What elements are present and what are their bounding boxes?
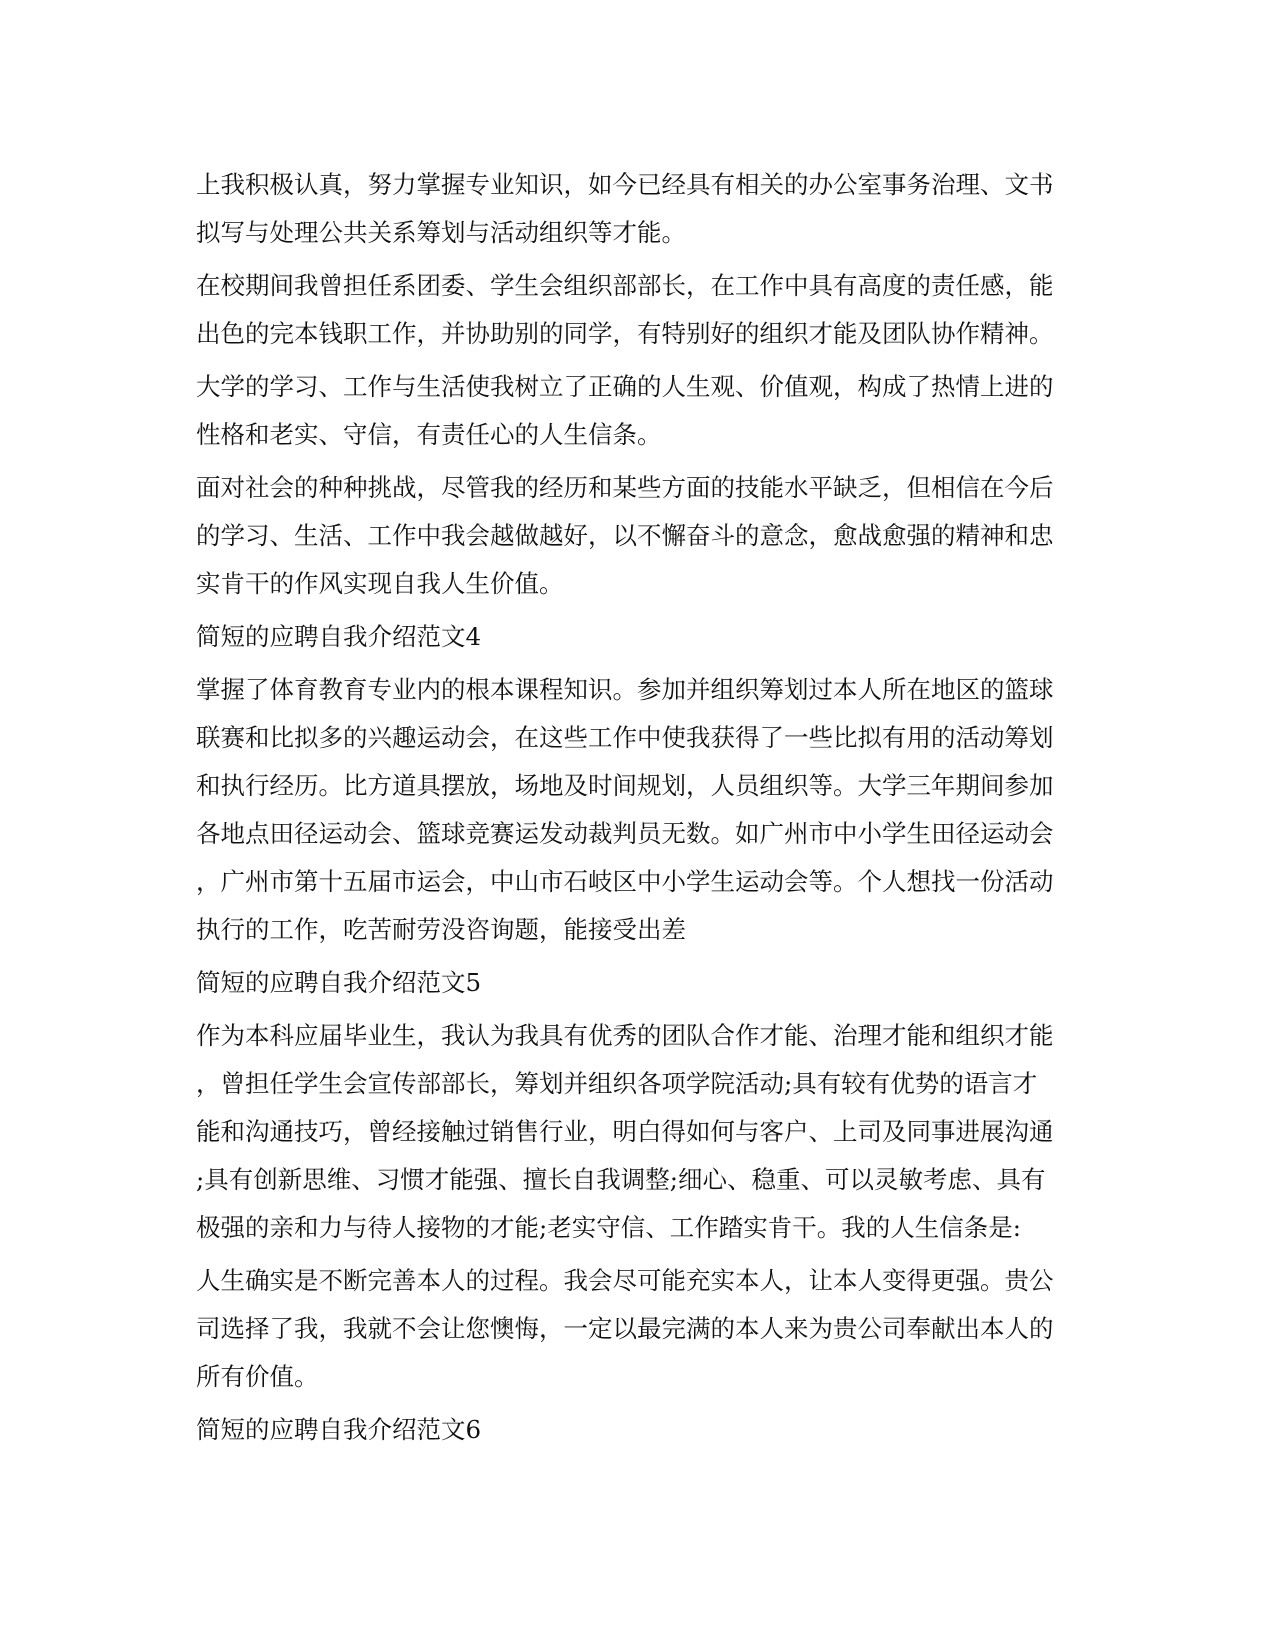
text-line: 上我积极认真，努力掌握专业知识，如今已经具有相关的办公室事务治理、文书 xyxy=(196,170,1054,199)
text-line: 和执行经历。比方道具摆放，场地及时间规划，人员组织等。大学三年期间参加 xyxy=(196,771,1054,800)
text-line: ;具有创新思维、习惯才能强、擅长自我调整;细心、稳重、可以灵敏考虑、具有 xyxy=(196,1165,1046,1194)
text-line: 各地点田径运动会、篮球竞赛运发动裁判员无数。如广州市中小学生田径运动会 xyxy=(196,819,1054,848)
paragraph xyxy=(196,363,1081,459)
paragraph xyxy=(196,1257,1081,1401)
paragraph xyxy=(196,464,1081,608)
text-line: 执行的工作，吃苦耐劳没咨询题，能接受出差 xyxy=(196,915,686,944)
text-line: 掌握了体育教育专业内的根本课程知识。参加并组织筹划过本人所在地区的篮球 xyxy=(196,675,1054,704)
section-heading: 简短的应聘自我介绍范文4 xyxy=(196,622,482,651)
text-line: 面对社会的种种挑战，尽管我的经历和某些方面的技能水平缺乏，但相信在今后 xyxy=(196,473,1054,502)
text-line: 在校期间我曾担任系团委、学生会组织部部长，在工作中具有高度的责任感，能 xyxy=(196,271,1054,300)
text-line: 联赛和比拟多的兴趣运动会，在这些工作中使我获得了一些比拟有用的活动筹划 xyxy=(196,723,1054,752)
text-line: 人生确实是不断完善本人的过程。我会尽可能充实本人，让本人变得更强。贵公 xyxy=(196,1266,1054,1295)
text-line: 司选择了我，我就不会让您懊悔，一定以最完满的本人来为贵公司奉献出本人的 xyxy=(196,1314,1054,1343)
text-line: 性格和老实、守信，有责任心的人生信条。 xyxy=(196,420,662,449)
text-line: ，曾担任学生会宣传部部长，筹划并组织各项学院活动;具有较有优势的语言才 xyxy=(196,1069,1038,1098)
section-heading: 简短的应聘自我介绍范文6 xyxy=(196,1415,482,1444)
text-line: 能和沟通技巧，曾经接触过销售行业，明白得如何与客户、上司及同事进展沟通 xyxy=(196,1117,1054,1146)
text-line: 的学习、生活、工作中我会越做越好，以不懈奋斗的意念，愈战愈强的精神和忠 xyxy=(196,521,1054,550)
text-line: 出色的完本钱职工作，并协助别的同学，有特别好的组织才能及团队协作精神。 xyxy=(196,319,1054,348)
text-line: 作为本科应届毕业生，我认为我具有优秀的团队合作才能、治理才能和组织才能 xyxy=(196,1021,1054,1050)
text-line: 极强的亲和力与待人接物的才能;老实守信、工作踏实肯干。我的人生信条是: xyxy=(196,1213,1022,1242)
paragraph xyxy=(196,666,1081,954)
section-heading: 简短的应聘自我介绍范文5 xyxy=(196,968,482,997)
document-page xyxy=(196,161,1081,1459)
text-line: ，广州市第十五届市运会，中山市石岐区中小学生运动会等。个人想找一份活动 xyxy=(196,867,1054,896)
text-line: 实肯干的作风实现自我人生价值。 xyxy=(196,569,564,598)
text-line: 拟写与处理公共关系筹划与活动组织等才能。 xyxy=(196,218,686,247)
paragraph xyxy=(196,262,1081,358)
text-line: 大学的学习、工作与生活使我树立了正确的人生观、价值观，构成了热情上进的 xyxy=(196,372,1054,401)
paragraph xyxy=(196,1012,1081,1252)
text-line: 所有价值。 xyxy=(196,1362,319,1391)
paragraph xyxy=(196,161,1081,257)
